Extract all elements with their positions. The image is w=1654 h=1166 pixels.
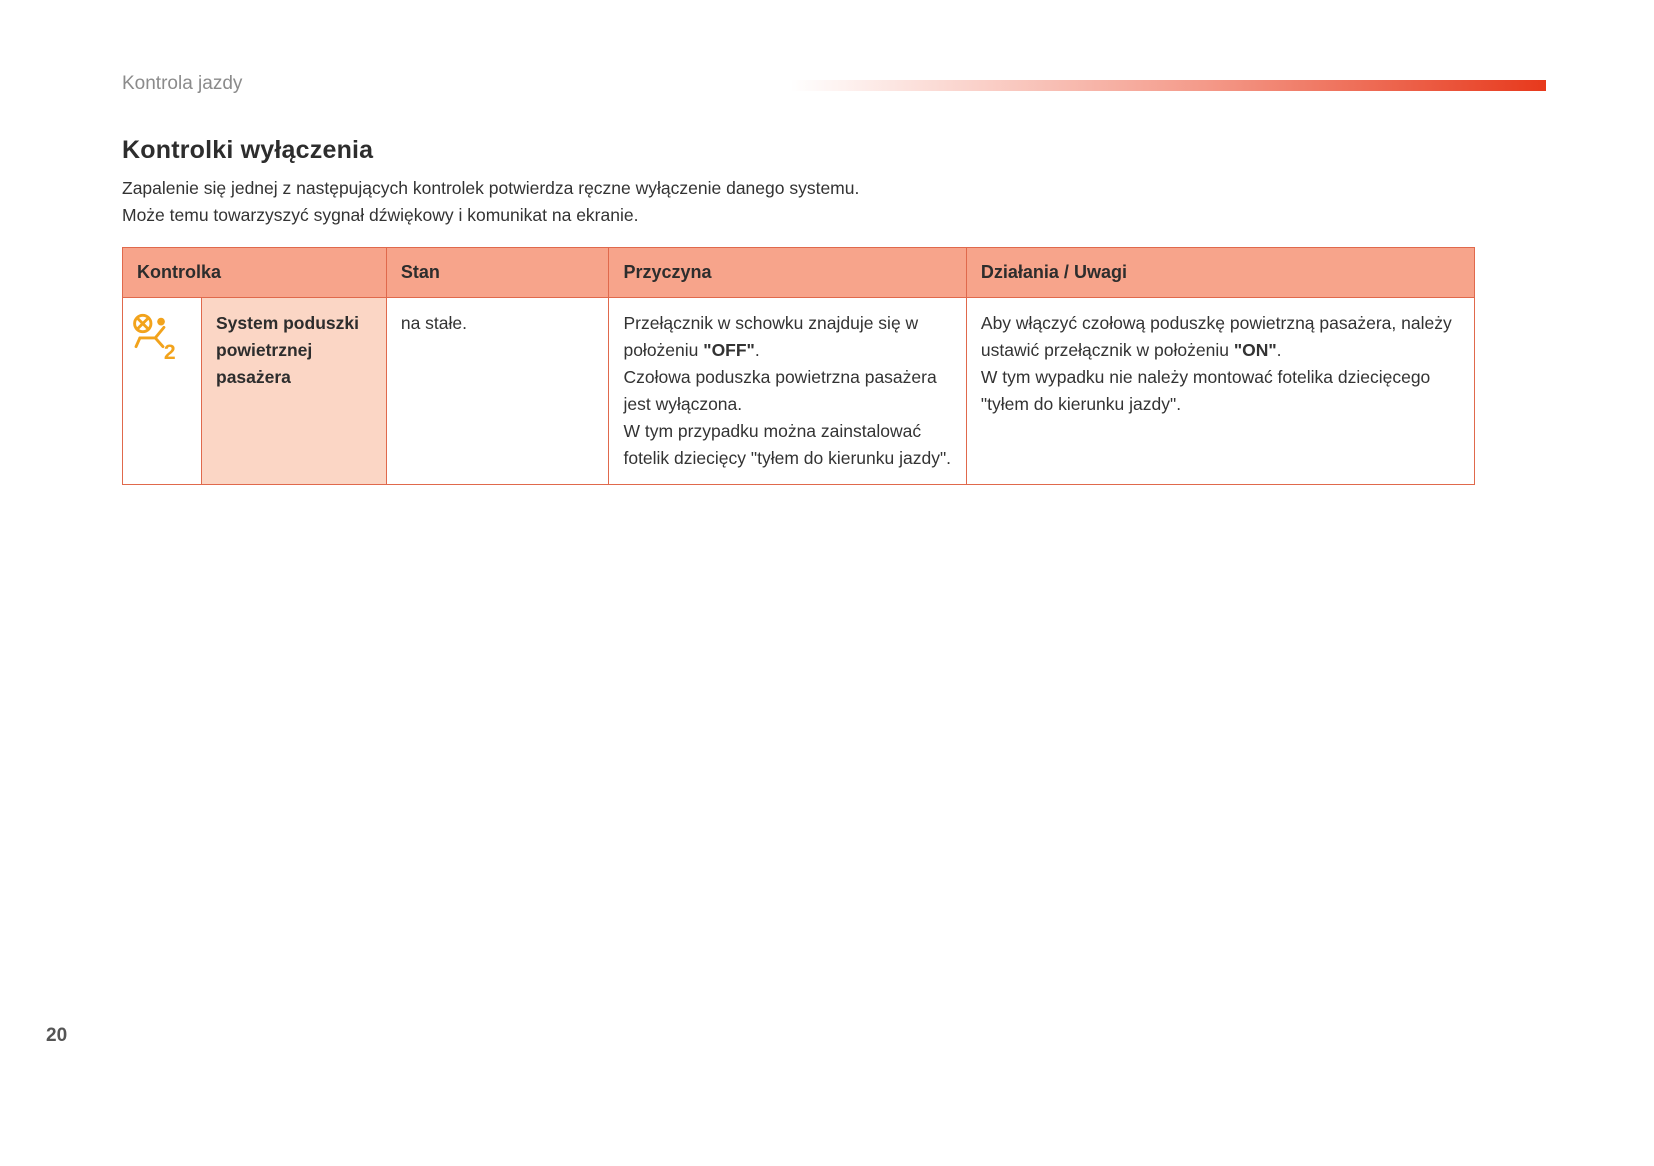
svg-text:2: 2	[163, 341, 176, 362]
dzialania-p1-text: Aby włączyć czołową poduszkę powietrzną pasażera, należy ustawić przełącznik w położeniu	[980, 313, 1452, 360]
intro-paragraph	[122, 175, 859, 229]
przyczyna-cell	[609, 298, 966, 485]
column-header-przyczyna: Przyczyna	[609, 248, 966, 298]
intro-line-1: Zapalenie się jednej z następujących kontrolek potwierdza ręczne wyłączenie danego systemu.	[122, 178, 860, 198]
indicator-icon-cell	[123, 298, 202, 485]
section-title: Kontrolki wyłączenia	[122, 136, 374, 164]
przyczyna-p1-text: Przełącznik w schowku znajduje się w położeniu	[623, 313, 919, 360]
przyczyna-paragraph-2: Czołowa poduszka powietrzna pasażera jest wyłączona.	[623, 367, 937, 414]
passenger-airbag-off-icon	[131, 341, 193, 366]
indicator-table	[122, 247, 1475, 485]
column-header-stan: Stan	[386, 248, 609, 298]
przyczyna-paragraph-3: W tym przypadku można zainstalować fotelik dziecięcy "tyłem do kierunku jazdy".	[623, 421, 952, 468]
przyczyna-p1-bold: "OFF"	[703, 340, 755, 360]
running-header: Kontrola jazdy	[122, 73, 243, 94]
column-header-dzialania: Działania / Uwagi	[966, 248, 1474, 298]
indicator-table-container	[122, 247, 1475, 485]
intro-line-2: Może temu towarzyszyć sygnał dźwiękowy i komunikat na ekranie.	[122, 205, 639, 225]
dzialania-cell	[966, 298, 1474, 485]
dzialania-p1-bold: "ON"	[1233, 340, 1277, 360]
przyczyna-p1-period: .	[754, 340, 760, 360]
table-header-row	[123, 248, 1475, 298]
decorative-gradient-stripe	[790, 80, 1546, 91]
dzialania-paragraph-1	[981, 310, 1460, 364]
stan-cell: na stałe.	[386, 298, 609, 485]
przyczyna-paragraph-1	[623, 310, 951, 364]
dzialania-paragraph-2: W tym wypadku nie należy montować fotelika dziecięcego "tyłem do kierunku jazdy".	[980, 367, 1431, 414]
dzialania-p1-period: .	[1276, 340, 1282, 360]
indicator-name-cell: System poduszki powietrznej pasażera	[202, 298, 387, 485]
page-number: 20	[46, 1025, 68, 1046]
table-row	[123, 298, 1475, 485]
column-header-kontrolka: Kontrolka	[123, 248, 387, 298]
